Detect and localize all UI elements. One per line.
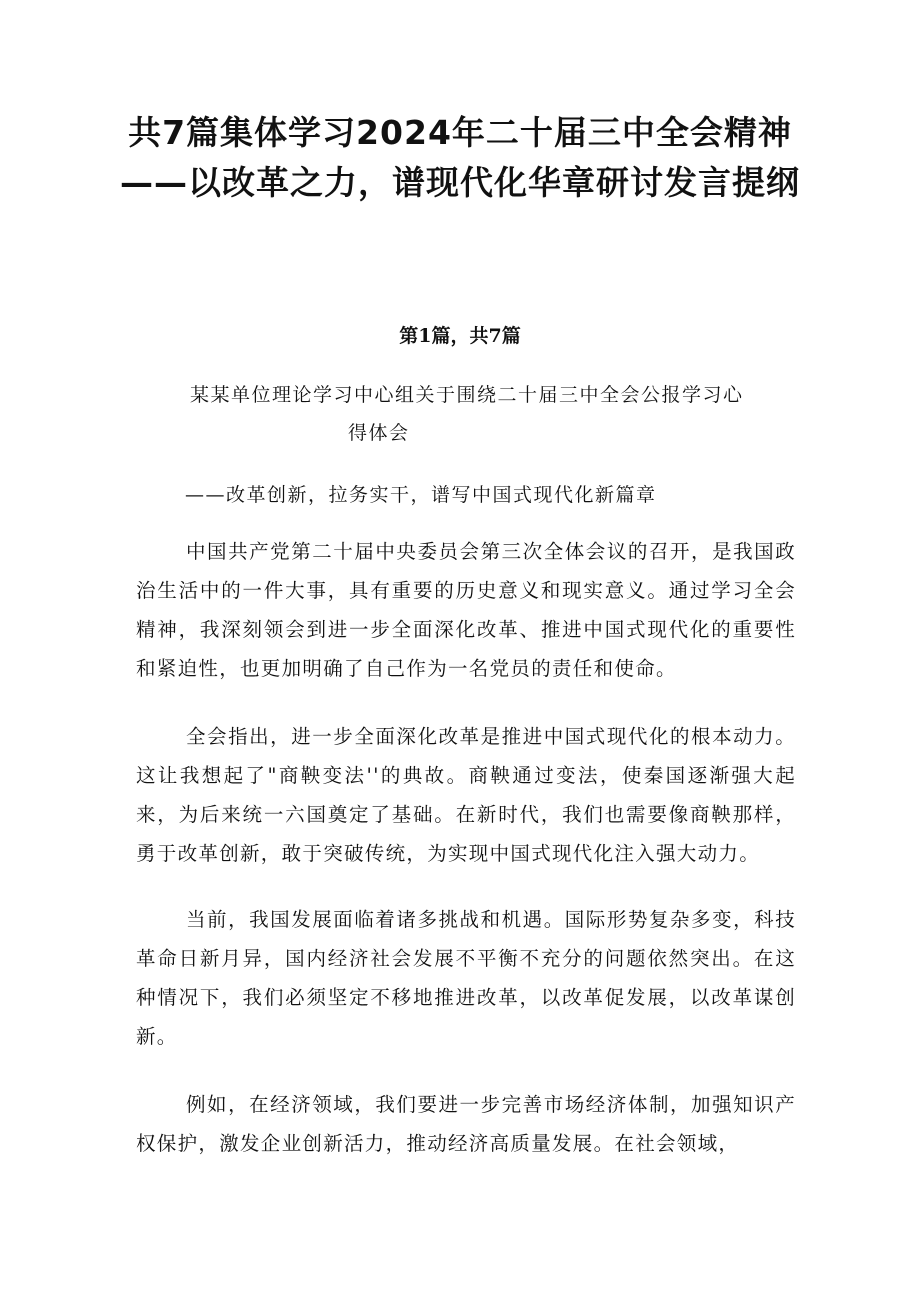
part-heading: 第1篇，共7篇 [399,325,521,347]
report-title [190,376,790,452]
subtitle: ——改革创新，拉务实干，谱写中国式现代化新篇章 [185,484,657,506]
body-paragraph: 中国共产党第二十届中央委员会第三次全体会议的召开，是我国政治生活中的一件大事，具有重要的历史意义和现实意义。通过学习全会精神，我深刻领会到进一步全面深化改革、推进中国式现代化的重要性和紧迫性，也更加明确了自己作为一名党员的责任和使命。 [136,540,796,680]
report-title-line-1: 某某单位理论学习中心组关于围绕二十届三中全会公报学习心 [190,384,744,406]
body-paragraph: 当前，我国发展面临着诸多挑战和机遇。国际形势复杂多变，科技革命日新月异，国内经济社会发展不平衡不充分的问题依然突出。在这种情况下，我们必须坚定不移地推进改革，以改革促发展，以改革谋创新。 [136,908,796,1048]
report-title-line-2: 得体会 [348,422,410,444]
body-paragraph: 例如，在经济领域，我们要进一步完善市场经济体制，加强知识产权保护，激发企业创新活力，推动经济高质量发展。在社会领域， [136,1093,796,1155]
document-title: 共7篇集体学习2024年二十届三中全会精神——以改革之力，谱现代化华章研讨发言提纲 [120,113,800,202]
body-paragraph: 全会指出，进一步全面深化改革是推进中国式现代化的根本动力。这让我想起了"商鞅变法''的典故。商鞅通过变法，使秦国逐渐强大起来，为后来统一六国奠定了基础。在新时代，我们也需要像商鞅那样，勇于改革创新，敢于突破传统，为实现中国式现代化注入强大动力。 [136,725,796,865]
